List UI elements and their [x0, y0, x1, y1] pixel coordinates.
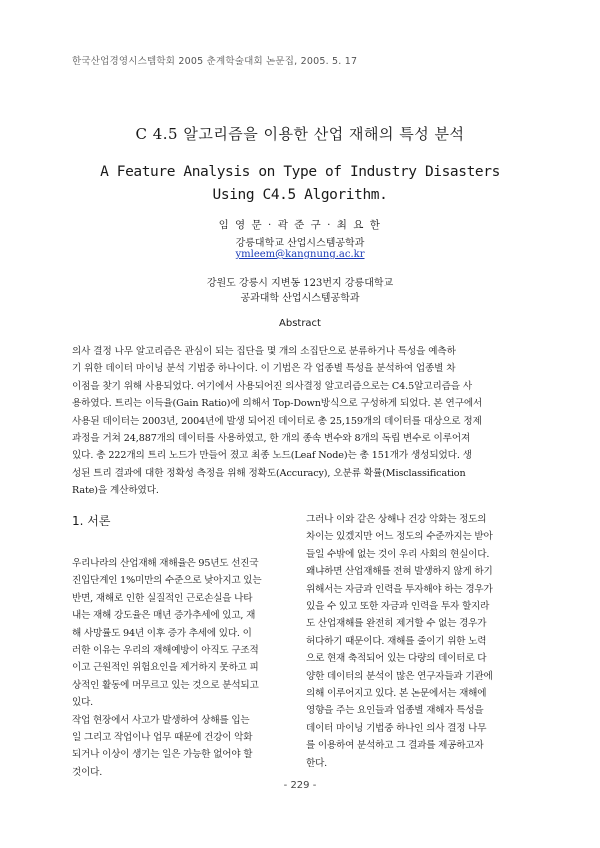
body-line: 일 그리고 작업이나 업무 때문에 건강이 악화: [72, 732, 253, 744]
body-line: 있을 수 있고 또한 자금과 인력을 투자 할지라: [306, 601, 490, 613]
abstract-line: 의사 결정 나무 알고리즘은 관심이 되는 집단을 몇 개의 소집단으로 분류하거나 특성을 예측하: [72, 346, 456, 357]
body-line: 으로 현재 축적되어 있는 다량의 데이터로 다: [306, 653, 487, 665]
body-line: 우리나라의 산업재해 재해율은 95년도 선진국: [72, 558, 259, 569]
body-line: 해 사망률도 94년 이후 증가 추세에 있다. 이: [72, 627, 252, 639]
section-heading: 1. 서론: [72, 514, 111, 528]
abstract-line: 성된 트리 결과에 대한 정확성 측정을 위해 정확도(Accuracy), 오분류 확률(Misclassification: [72, 467, 466, 479]
body-line: 작업 현장에서 사고가 발생하여 상해를 입는: [72, 714, 250, 726]
body-line: 허다하기 때문이다. 재해를 줄이기 위한 노력: [306, 635, 487, 647]
body-line: 상적인 활동에 머무르고 있는 것으로 분석되고: [72, 679, 259, 691]
body-line: 것이다.: [72, 766, 103, 778]
body-line: 데이터 마이닝 기법중 하나인 의사 결정 나무: [306, 722, 487, 734]
authors: 임 영 문 · 곽 준 구 · 최 요 한: [218, 219, 382, 231]
body-line: 위해서는 자금과 인력을 투자해야 하는 경우가: [306, 583, 493, 595]
body-line: 이고 근원적인 위험요인을 제거하지 못하고 피: [72, 662, 259, 674]
body-line: 영향을 주는 요인들과 업종별 재해자 특성을: [306, 705, 484, 717]
abstract-line: Rate)을 계산하였다.: [72, 485, 159, 497]
email-line: [0, 249, 600, 260]
body-line: 왜냐하면 산업재해를 전혀 발생하지 않게 하기: [306, 566, 493, 578]
abstract-line: 이점을 찾기 위해 사용되었다. 여기에서 사용되어진 의사결정 알고리즘으로는 C4.5알고리즘을 사: [72, 380, 473, 392]
body-line: 반면, 재해로 인한 실질적인 근로손실을 나타: [72, 592, 253, 604]
body-line: 를 이용하여 분석하고 그 결과를 제공하고자: [306, 740, 484, 752]
english-title-line-1: A Feature Analysis on Type of Industry Disasters: [100, 164, 500, 180]
affiliation: 강릉대학교 산업시스템공학과: [235, 238, 365, 249]
english-title-line-2: Using C4.5 Algorithm.: [212, 187, 388, 203]
abstract-body: [72, 343, 528, 500]
abstract-line: 사용된 데이터는 2003년, 2004년에 발생 되어진 데이터로 총 25,159개의 데이터를 대상으로 정제: [72, 415, 482, 427]
college: 공과대학 산업시스템공학과: [240, 293, 360, 304]
english-title: [0, 161, 600, 207]
page-number: - 229 -: [283, 780, 317, 791]
address: 강원도 강릉시 지변동 123번지 강릉대학교: [206, 278, 394, 289]
korean-title: C 4.5 알고리즘을 이용한 산업 재해의 특성 분석: [135, 125, 465, 143]
abstract-line: 있다. 총 222개의 트리 노드가 만들어 졌고 최종 노드(Leaf Node)는 총 151개가 생성되었다. 생: [72, 450, 472, 462]
body-line: 되거나 이상이 생기는 일은 가능한 없어야 할: [72, 749, 253, 761]
email-link[interactable]: ymleem@kangnung.ac.kr: [235, 249, 365, 260]
body-line: 진입단계인 1%미만의 수준으로 낮아지고 있는: [72, 575, 262, 587]
body-line: 차이는 있겠지만 어느 정도의 수준까지는 받아: [306, 531, 493, 543]
abstract-line: 기 위한 데이터 마이닝 분석 기법중 하나이다. 이 기법은 각 업종별 특성을 분석하여 업종별 차: [72, 363, 456, 375]
abstract-heading: Abstract: [279, 318, 321, 329]
body-line: 그러나 이와 같은 상해나 건강 악화는 정도의: [306, 514, 487, 525]
body-line: 러한 이유는 우리의 재해예방이 아직도 구조적: [72, 645, 259, 657]
body-line: 내는 재해 강도율은 매년 증가추세에 있고, 재: [72, 610, 256, 622]
body-line: 도 산업재해를 완전히 제거할 수 없는 경우가: [306, 618, 487, 630]
body-line: 한다.: [306, 757, 327, 769]
right-column: [306, 511, 528, 772]
body-line: 있다.: [72, 697, 93, 709]
body-line: 의해 이루어지고 있다. 본 논문에서는 재해에: [306, 688, 487, 700]
abstract-line: 용하였다. 트리는 이득율(Gain Ratio)에 의해서 Top-Down방식으로 구성하게 되었다. 본 연구에서: [72, 398, 483, 410]
body-line: 양한 데이터의 분석이 많은 연구자들과 기관에: [306, 670, 493, 682]
left-column: [72, 512, 294, 781]
running-header: 한국산업경영시스템학회 2005 춘계학술대회 논문집, 2005. 5. 17: [72, 56, 358, 67]
abstract-line: 과정을 거쳐 24,887개의 데이터를 사용하였고, 한 개의 종속 변수와 8개의 독립 변수로 이루어져: [72, 433, 471, 445]
body-line: 들일 수밖에 없는 것이 우리 사회의 현실이다.: [306, 548, 490, 560]
